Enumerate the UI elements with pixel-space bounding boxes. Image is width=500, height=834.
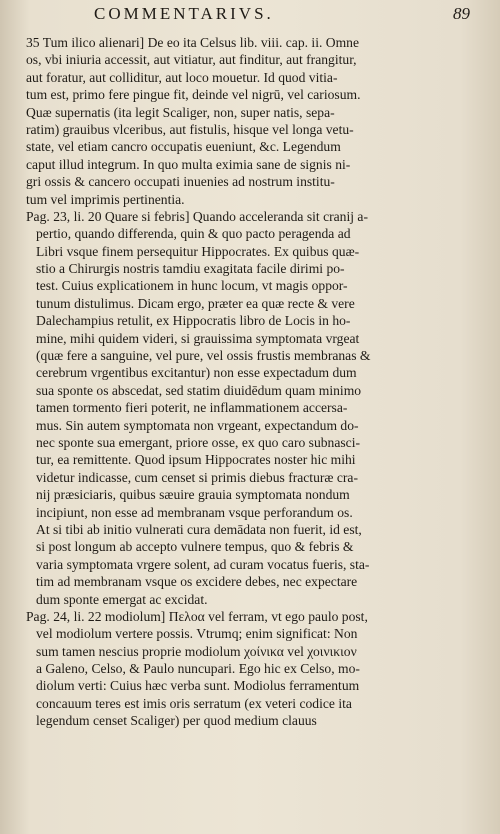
text-line: 35 Tum ilico alienari] De eo ita Celsus lib. viii. cap. ii. Omne <box>26 35 360 50</box>
text-line: Quæ supernatis (ita legit Scaliger, non, super natis, sepa- <box>26 104 335 120</box>
text-line: state, vel etiam cancro occupatis eueniunt, &c. Legendum <box>26 139 341 155</box>
text-line: Pag. 24, li. 22 modiolum] Πελοα vel ferram, vt ego paulo post, <box>26 608 368 624</box>
text-line: At si tibi ab initio vulnerati cura demādata non fuerit, id est, <box>36 521 362 537</box>
text-line: caput illud integrum. In quo multa eximia sane de signis ni- <box>26 156 351 172</box>
text-line: tur, ea remittente. Quod ipsum Hippocrates noster hic mihi <box>36 452 356 468</box>
text-line: Libri vsque finem persequitur Hippocrates. Ex quibus quæ- <box>36 243 360 259</box>
text-line: tim ad membranam vsque os excidere debes, nec expectare <box>36 574 358 590</box>
text-line: os, vbi iniuria accessit, aut vitiatur, aut finditur, aut frangitur, <box>26 52 357 68</box>
text-line: vel modiolum vertere possis. Vtrumq; enim significat: Non <box>36 626 358 642</box>
text-line: a Galeno, Celso, & Paulo nuncupari. Ego hic ex Celso, mo- <box>36 661 360 677</box>
page-number: 89 <box>453 4 470 23</box>
text-line: mus. Sin autem symptomata non vrgeant, expectandum do- <box>36 417 359 433</box>
text-line: tum vel imprimis pertinentia. <box>26 191 185 207</box>
text-line: tunum distulimus. Dicam ergo, præter ea quæ recte & vere <box>36 295 355 311</box>
text-line: videtur indicasse, cum censet si primis diebus fracturæ cra- <box>36 469 358 485</box>
text-line: Dalechampius retulit, ex Hippocratis libro de Locis in ho- <box>36 313 351 329</box>
text-line: si post longum ab accepto vulnere tempus, quo & febris & <box>36 539 354 555</box>
text-line: aut foratur, aut colliditur, aut loco mouetur. Id quod vitia- <box>26 69 338 85</box>
text-line: dum sponte emergat ac excidat. <box>36 591 208 607</box>
text-line: diolum verti: Cuius hæc verba sunt. Modiolus ferramentum <box>36 678 360 694</box>
text-line: gri ossis & cancero occupati inuenies ad nostrum institu- <box>26 174 335 190</box>
text-line: stio a Chirurgis nostris tamdiu exagitata facile dirimi po- <box>36 261 345 277</box>
text-line: Pag. 23, li. 20 Quare si febris] Quando acceleranda sit cranij a- <box>26 208 368 224</box>
text-line: cerebrum vrgentibus excitantur) non esse expectadum dum <box>36 365 357 381</box>
text-line: test. Cuius explicationem in hunc locum, vt magis oppor- <box>36 278 348 294</box>
text-line: (quæ fere a sanguine, vel pure, vel ossis frustis membranas & <box>36 348 371 364</box>
text-line: varia symptomata vrgere solent, ad curam vocatus fueris, sta- <box>36 556 370 572</box>
page-header <box>28 4 488 26</box>
text-line: pertio, quando differenda, quin & quo pacto peragenda ad <box>36 226 351 242</box>
text-line: concauum teres est imis oris serratum (ex veteri codice ita <box>36 695 352 711</box>
body-text <box>26 34 474 730</box>
text-line: tamen tormento fieri poterit, ne inflammationem accersa- <box>36 400 348 416</box>
text-line: legendum censet Scaliger) per quod medium clauus <box>36 713 317 729</box>
text-line: mine, mihi quidem videri, si grauissima symptomata vrgeat <box>36 330 360 346</box>
text-line: tum est, primo fere pingue fit, deinde vel nigrū, vel cariosum. <box>26 87 361 103</box>
text-line: ratim) grauibus vlceribus, aut fistulis, hisque vel longa vetu- <box>26 121 354 137</box>
text-line: sum tamen nescius proprie modiolum χοίνικα vel χοινικιον <box>36 643 357 659</box>
text-line: sua sponte os abscedat, sed statim diuidēdum quam minimo <box>36 382 362 398</box>
running-head: COMMENTARIVS. <box>94 4 274 23</box>
text-line: nij præsiciaris, quibus sæuire grauia symptomata nondum <box>36 487 350 503</box>
text-line: nec sponte sua emergant, priore osse, ex quo caro subnasci- <box>36 434 361 450</box>
text-line: incipiunt, non esse ad membranam vsque perforandum os. <box>36 504 353 520</box>
